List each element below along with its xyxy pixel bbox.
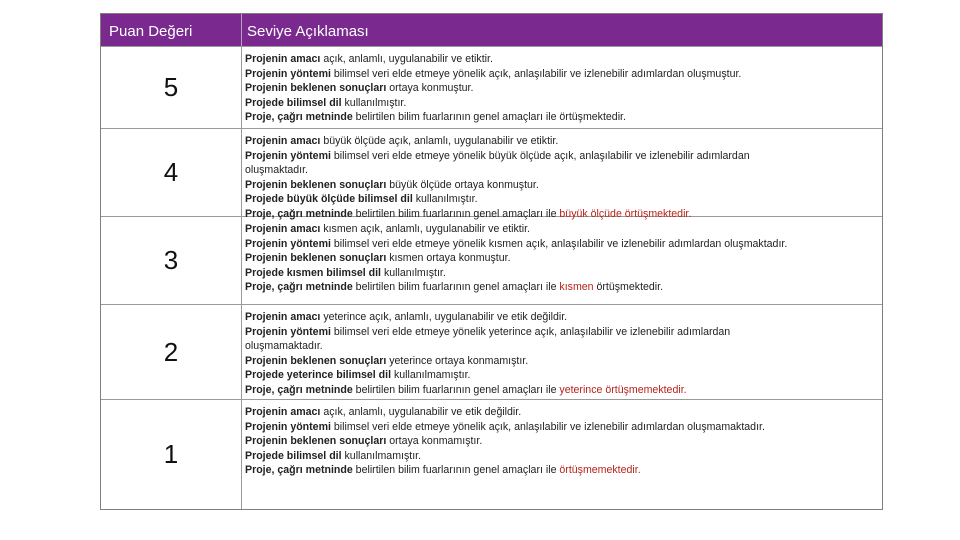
criterion-label: Projede yeterince bilimsel dil <box>245 369 392 382</box>
criterion-label: Proje, çağrı metninde <box>245 464 353 477</box>
level-description <box>242 305 882 399</box>
description-line <box>245 354 877 369</box>
description-line <box>245 134 877 149</box>
description-line <box>245 52 877 67</box>
description-text: bilimsel veri elde etmeye yönelik açık, anlaşılabilir ve izlenebilir adımlardan oluşmuştur. <box>330 67 742 80</box>
description-line <box>245 163 877 178</box>
level-description <box>242 129 882 220</box>
description-line <box>245 310 877 325</box>
description-text: kullanılmamıştır. <box>391 369 471 382</box>
level-description <box>242 47 882 128</box>
description-text: açık, anlamlı, uygulanabilir ve etik değildir. <box>320 406 522 418</box>
highlighted-text: büyük ölçüde örtüşmektedir. <box>559 207 692 220</box>
criterion-label: Projenin yöntemi <box>245 325 331 338</box>
table-row <box>101 304 882 399</box>
highlighted-text: kısmen <box>559 281 594 294</box>
description-text: belirtilen bilim fuarlarının genel amaçları ile <box>352 207 560 220</box>
description-line <box>245 110 877 125</box>
table-row <box>101 399 882 509</box>
criterion-label: Proje, çağrı metninde <box>245 111 353 124</box>
criterion-label: Projenin beklenen sonuçları <box>245 82 387 95</box>
description-text: oluşmaktadır. <box>245 164 309 177</box>
score-column-header: Puan Değeri <box>101 14 242 46</box>
criterion-label: Projede bilimsel dil <box>245 449 342 462</box>
score-value: 1 <box>101 400 242 509</box>
description-text: açık, anlamlı, uygulanabilir ve etiktir. <box>320 53 493 65</box>
description-text: kısmen açık, anlamlı, uygulanabilir ve etiktir. <box>320 223 530 235</box>
description-line <box>245 192 877 207</box>
description-text: oluşmamaktadır. <box>245 340 323 353</box>
criterion-label: Projede bilimsel dil <box>245 96 342 109</box>
score-value: 3 <box>101 217 242 304</box>
criterion-label: Projenin beklenen sonuçları <box>245 178 387 191</box>
description-text: yeterince açık, anlamlı, uygulanabilir ve etik değildir. <box>320 311 568 323</box>
description-line <box>245 383 877 398</box>
description-text: kullanılmıştır. <box>412 193 478 206</box>
description-text: belirtilen bilim fuarlarının genel amaçları ile <box>352 281 560 294</box>
description-line <box>245 463 877 478</box>
criterion-label: Projenin yöntemi <box>245 420 331 433</box>
score-value: 2 <box>101 305 242 399</box>
description-line <box>245 237 877 252</box>
description-text: ortaya konmuştur. <box>386 82 474 95</box>
description-text: kullanılmamıştır. <box>341 449 422 462</box>
score-value: 5 <box>101 47 242 128</box>
level-description <box>242 217 882 304</box>
highlighted-text: yeterince örtüşmemektedir. <box>559 383 687 396</box>
criterion-label: Projede büyük ölçüde bilimsel dil <box>245 193 413 206</box>
criterion-label: Projenin yöntemi <box>245 149 331 162</box>
level-description <box>242 400 882 509</box>
description-line <box>245 178 877 193</box>
criterion-label: Projenin beklenen sonuçları <box>245 435 387 448</box>
description-text: bilimsel veri elde etmeye yönelik açık, anlaşılabilir ve izlenebilir adımlardan oluşmamaktadır. <box>330 420 765 433</box>
criterion-label: Projenin beklenen sonuçları <box>245 354 387 367</box>
criterion-label: Proje, çağrı metninde <box>245 383 353 396</box>
description-text: kısmen ortaya konmuştur. <box>386 252 511 265</box>
description-text: bilimsel veri elde etmeye yönelik yeterince açık, anlaşılabilir ve izlenebilir adımlardan <box>330 325 731 338</box>
table-header <box>101 14 882 46</box>
description-line <box>245 96 877 111</box>
criterion-label: Projenin amacı <box>245 223 321 235</box>
criterion-label: Projede kısmen bilimsel dil <box>245 266 382 279</box>
description-text: belirtilen bilim fuarlarının genel amaçları ile <box>352 464 560 477</box>
description-text: kullanılmıştır. <box>341 96 407 109</box>
description-line <box>245 449 877 464</box>
description-line <box>245 266 877 281</box>
description-text: büyük ölçüde açık, anlamlı, uygulanabilir ve etiktir. <box>320 135 559 147</box>
description-column-header: Seviye Açıklaması <box>247 23 369 40</box>
description-text: belirtilen bilim fuarlarının genel amaçları ile örtüşmektedir. <box>352 111 626 124</box>
description-text: bilimsel veri elde etmeye yönelik kısmen açık, anlaşılabilir ve izlenebilir adımlardan oluşmaktadır. <box>330 237 788 250</box>
description-line <box>245 368 877 383</box>
table-row <box>101 46 882 128</box>
criterion-label: Proje, çağrı metninde <box>245 281 353 294</box>
description-text: kullanılmıştır. <box>381 266 446 279</box>
criterion-label: Projenin beklenen sonuçları <box>245 252 387 265</box>
criterion-label: Projenin amacı <box>245 311 321 323</box>
description-text: örtüşmektedir. <box>593 281 664 294</box>
description-line <box>245 434 877 449</box>
table-row <box>101 128 882 220</box>
description-text: belirtilen bilim fuarlarının genel amaçları ile <box>352 383 560 396</box>
criterion-label: Proje, çağrı metninde <box>245 207 353 220</box>
criterion-label: Projenin yöntemi <box>245 237 331 250</box>
score-value: 4 <box>101 129 242 216</box>
criterion-label: Projenin yöntemi <box>245 67 331 80</box>
description-text: yeterince ortaya konmamıştır. <box>386 354 529 367</box>
table-body <box>101 46 882 509</box>
criterion-label: Projenin amacı <box>245 135 321 147</box>
description-line <box>245 280 877 295</box>
description-text: ortaya konmamıştır. <box>386 435 483 448</box>
description-line <box>245 222 877 237</box>
criterion-label: Projenin amacı <box>245 406 321 418</box>
description-line <box>245 325 877 340</box>
description-line <box>245 67 877 82</box>
description-line <box>245 81 877 96</box>
description-text: büyük ölçüde ortaya konmuştur. <box>386 178 539 191</box>
description-line <box>245 339 877 354</box>
description-line <box>245 251 877 266</box>
description-line <box>245 405 877 420</box>
rubric-table <box>100 13 883 510</box>
criterion-label: Projenin amacı <box>245 53 321 65</box>
description-text: bilimsel veri elde etmeye yönelik büyük ölçüde açık, anlaşılabilir ve izlenebilir adımlardan <box>330 149 750 162</box>
table-row <box>101 216 882 304</box>
highlighted-text: örtüşmemektedir. <box>559 464 641 477</box>
description-line <box>245 420 877 435</box>
description-line <box>245 149 877 164</box>
